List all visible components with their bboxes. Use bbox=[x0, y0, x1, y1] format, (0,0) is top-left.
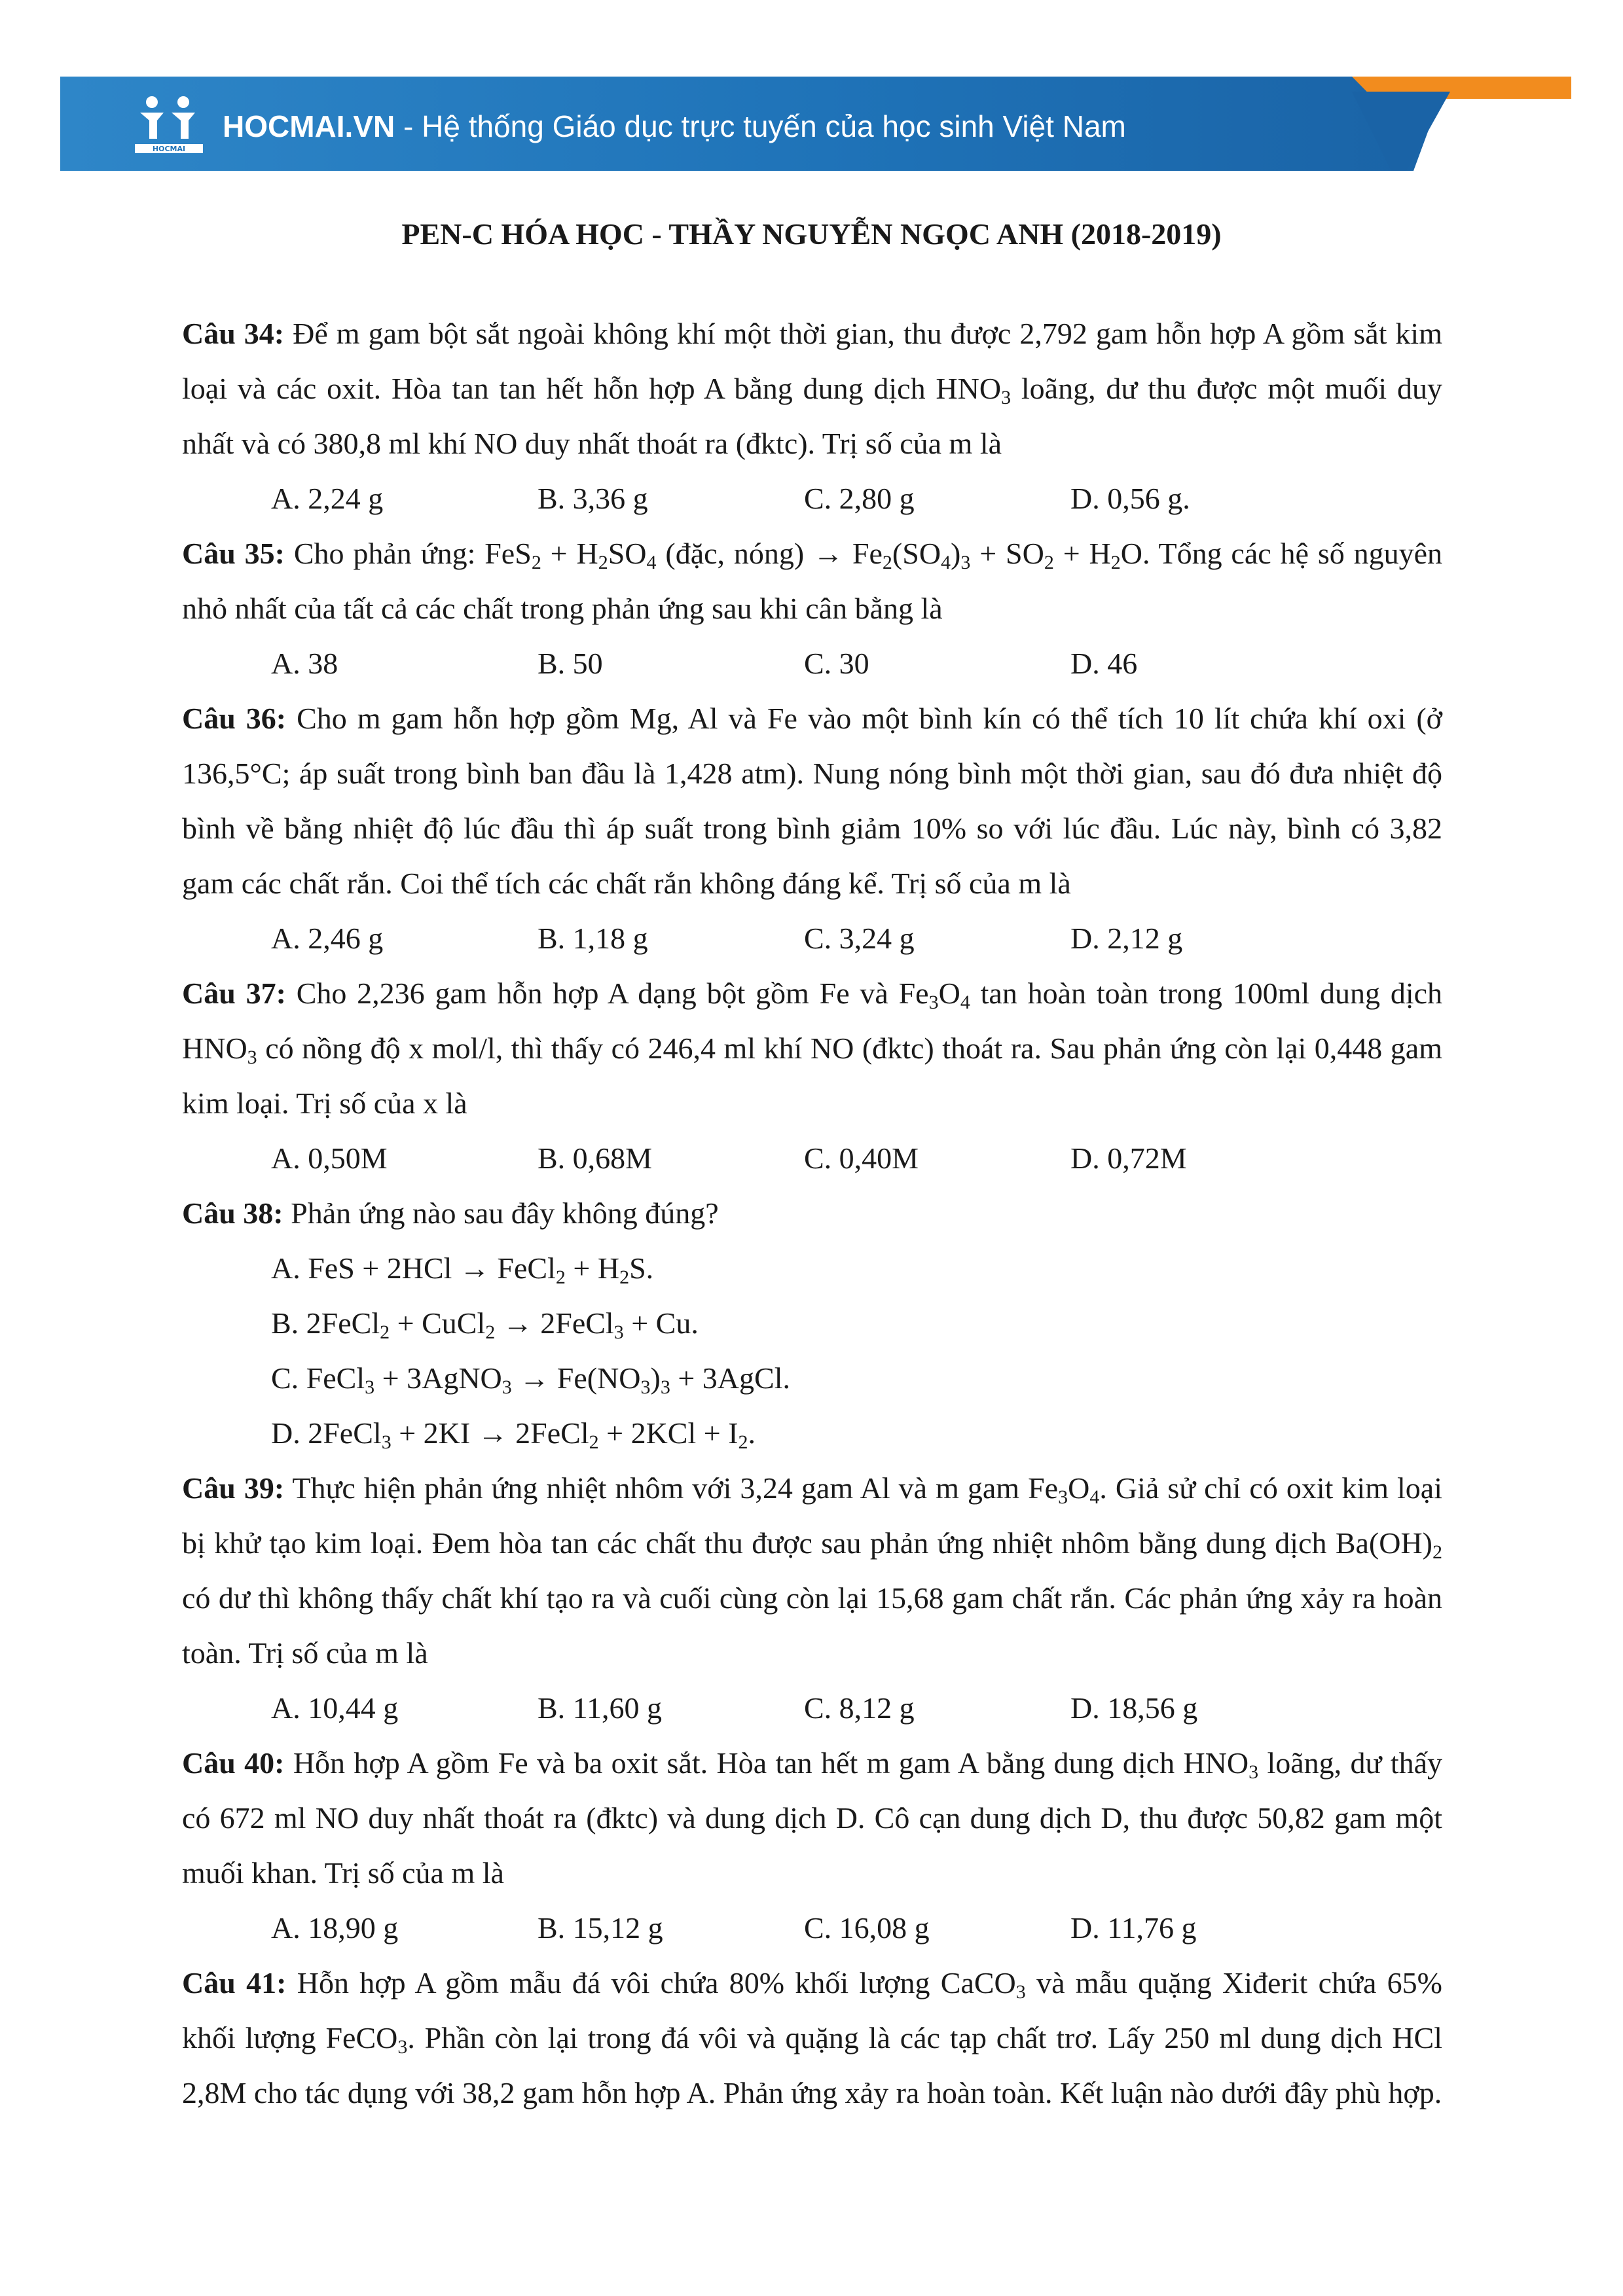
answer-option: A. 0,50M bbox=[271, 1141, 388, 1175]
answer-option: C. 16,08 g bbox=[804, 1911, 930, 1945]
answer-options bbox=[182, 471, 1442, 526]
svg-text:HOCMAI: HOCMAI bbox=[152, 145, 186, 153]
answer-option: B. 50 bbox=[538, 647, 603, 680]
question-body: Hỗn hợp A gồm mẫu đá vôi chứa 80% khối lượng CaCO$_3$ và mẫu quặng Xiđerit chứa 65% khối lượng FeCO$_3$. Phần còn lại trong đá vôi và quặng là các tạp chất trơ. Lấy 250 ml dung dịch HCl 2,8M cho tác dụng với 38,2 gam hỗn hợp A. Phản ứng xảy ra hoàn toàn. Kết luận nào dưới đây phù hợp. bbox=[182, 1966, 1443, 2109]
question-label: Câu 38: bbox=[182, 1196, 283, 1230]
answer-options bbox=[182, 1681, 1442, 1736]
question-label: Câu 41: bbox=[182, 1966, 287, 2000]
answer-option: B. 11,60 g bbox=[538, 1691, 662, 1725]
answer-option: B. 1,18 g bbox=[538, 922, 648, 955]
question-body: Hỗn hợp A gồm Fe và ba oxit sắt. Hòa tan hết m gam A bằng dung dịch $HNO_3$ loãng, dư thấy có 672 ml NO duy nhất thoát ra (đktc) và dung dịch D. Cô cạn dung dịch D, thu được 50,82 gam một muối khan. Trị số của m là bbox=[182, 1746, 1443, 1890]
question-label: Câu 39: bbox=[182, 1471, 285, 1505]
page-title: PEN-C HÓA HỌC - THẦY NGUYỄN NGỌC ANH (2018-2019) bbox=[401, 217, 1222, 251]
question-body: Cho phản ứng: $FeS_2 + H_2SO_4$ (đặc, nóng) → $Fe_2(SO_4)_3 + SO_2 + H_2O$. Tổng các hệ số nguyên nhỏ nhất của tất cả các chất trong phản ứng sau khi cân bằng là bbox=[182, 537, 1442, 625]
question-text bbox=[182, 306, 1442, 471]
question-label: Câu 34: bbox=[182, 317, 285, 350]
question-block bbox=[182, 691, 1442, 966]
question-body: Để m gam bột sắt ngoài không khí một thời gian, thu được 2,792 gam hỗn hợp A gồm sắt kim loại và các oxit. Hòa tan tan hết hỗn hợp A bằng dung dịch $HNO_3$ loãng, dư thu được một muối duy nhất và có 380,8 ml khí NO duy nhất thoát ra (đktc). Trị số của m là bbox=[182, 317, 1442, 460]
question-block bbox=[182, 1736, 1442, 1956]
answer-options bbox=[182, 1901, 1442, 1956]
answer-option: B. 2FeCl$_2$ + CuCl$_2$ → 2FeCl$_3$ + Cu. bbox=[271, 1306, 699, 1343]
question-block bbox=[182, 1186, 1442, 1461]
question-text bbox=[182, 1956, 1442, 2121]
question-list bbox=[182, 306, 1442, 2121]
answer-options bbox=[182, 1131, 1442, 1186]
answer-option: A. 2,46 g bbox=[271, 922, 384, 955]
question-text bbox=[182, 1186, 1442, 1241]
answer-option: A. 10,44 g bbox=[271, 1691, 399, 1725]
answer-option: C. 3,24 g bbox=[804, 922, 915, 955]
answer-options bbox=[182, 911, 1442, 966]
answer-option: D. 46 bbox=[1070, 647, 1138, 680]
question-body: Cho 2,236 gam hỗn hợp A dạng bột gồm Fe và $Fe_3O_4$ tan hoàn toàn trong 100ml dung dịch $HNO_3$ có nồng độ x mol/l, thì thấy có 246,4 ml khí NO (đktc) thoát ra. Sau phản ứng còn lại 0,448 gam kim loại. Trị số của x là bbox=[182, 977, 1443, 1120]
question-label: Câu 37: bbox=[182, 977, 286, 1010]
question-text bbox=[182, 691, 1442, 911]
answer-option: C. 2,80 g bbox=[804, 482, 915, 515]
question-block bbox=[182, 306, 1442, 526]
question-label: Câu 40: bbox=[182, 1746, 285, 1780]
answer-option: A. 2,24 g bbox=[271, 482, 384, 515]
question-block bbox=[182, 526, 1442, 691]
question-text bbox=[182, 1736, 1442, 1901]
answer-option: B. 0,68M bbox=[538, 1141, 653, 1175]
tagline-text: - Hệ thống Giáo dục trực tuyến của học sinh Việt Nam bbox=[395, 109, 1126, 143]
answer-option: D. 18,56 g bbox=[1070, 1691, 1198, 1725]
question-body: Cho m gam hỗn hợp gồm Mg, Al và Fe vào một bình kín có thể tích 10 lít chứa khí oxi (ở 136,5°C; áp suất trong bình ban đầu là 1,428 atm). Nung nóng bình một thời gian, sau đó đưa nhiệt độ bình về bằng nhiệt độ lúc đầu thì áp suất trong bình giảm 10% so với lúc đầu. Lúc này, bình có 3,82 gam các chất rắn. Coi thể tích các chất rắn không đáng kể. Trị số của m là bbox=[182, 702, 1442, 900]
question-label: Câu 36: bbox=[182, 702, 287, 735]
question-block bbox=[182, 1956, 1442, 2121]
question-body: Phản ứng nào sau đây không đúng? bbox=[283, 1196, 719, 1230]
answer-option: C. 30 bbox=[804, 647, 869, 680]
question-body: Thực hiện phản ứng nhiệt nhôm với 3,24 gam Al và m gam $Fe_3O_4$. Giả sử chỉ có oxit kim loại bị khử tạo kim loại. Đem hòa tan các chất thu được sau phản ứng nhiệt nhôm bằng dung dịch $Ba(OH)_2$ có dư thì không thấy chất khí tạo ra và cuối cùng còn lại 15,68 gam chất rắn. Các phản ứng xảy ra hoàn toàn. Trị số của m là bbox=[182, 1471, 1442, 1670]
question-text bbox=[182, 966, 1442, 1131]
answer-option: D. 0,72M bbox=[1070, 1141, 1187, 1175]
answer-options bbox=[182, 636, 1442, 691]
answer-option: A. 18,90 g bbox=[271, 1911, 399, 1945]
answer-option: B. 3,36 g bbox=[538, 482, 648, 515]
question-text bbox=[182, 526, 1442, 636]
answer-option: C. 0,40M bbox=[804, 1141, 919, 1175]
question-block bbox=[182, 1461, 1442, 1736]
hocmai-logo-icon bbox=[131, 93, 210, 158]
site-name: HOCMAI.VN bbox=[223, 109, 395, 143]
answer-option: A. FeS + 2HCl → FeCl$_2$ + $H_2S$. bbox=[271, 1251, 654, 1288]
header-tagline bbox=[223, 107, 1126, 146]
answer-option: B. 15,12 g bbox=[538, 1911, 663, 1945]
question-label: Câu 35: bbox=[182, 537, 285, 570]
question-text bbox=[182, 1461, 1442, 1681]
answer-option: C. FeCl$_3$ + 3AgNO$_3$ → $Fe(NO_3)_3$ + 3AgCl. bbox=[271, 1361, 790, 1398]
answer-option: D. 2FeCl$_3$ + 2KI → 2FeCl$_2$ + $2KCl + I_2$. bbox=[271, 1416, 756, 1453]
answer-option: A. 38 bbox=[271, 647, 338, 680]
answer-option: C. 8,12 g bbox=[804, 1691, 915, 1725]
answer-option: D. 2,12 g bbox=[1070, 922, 1183, 955]
answer-option: D. 0,56 g. bbox=[1070, 482, 1190, 515]
answer-option: D. 11,76 g bbox=[1070, 1911, 1197, 1945]
question-block bbox=[182, 966, 1442, 1186]
